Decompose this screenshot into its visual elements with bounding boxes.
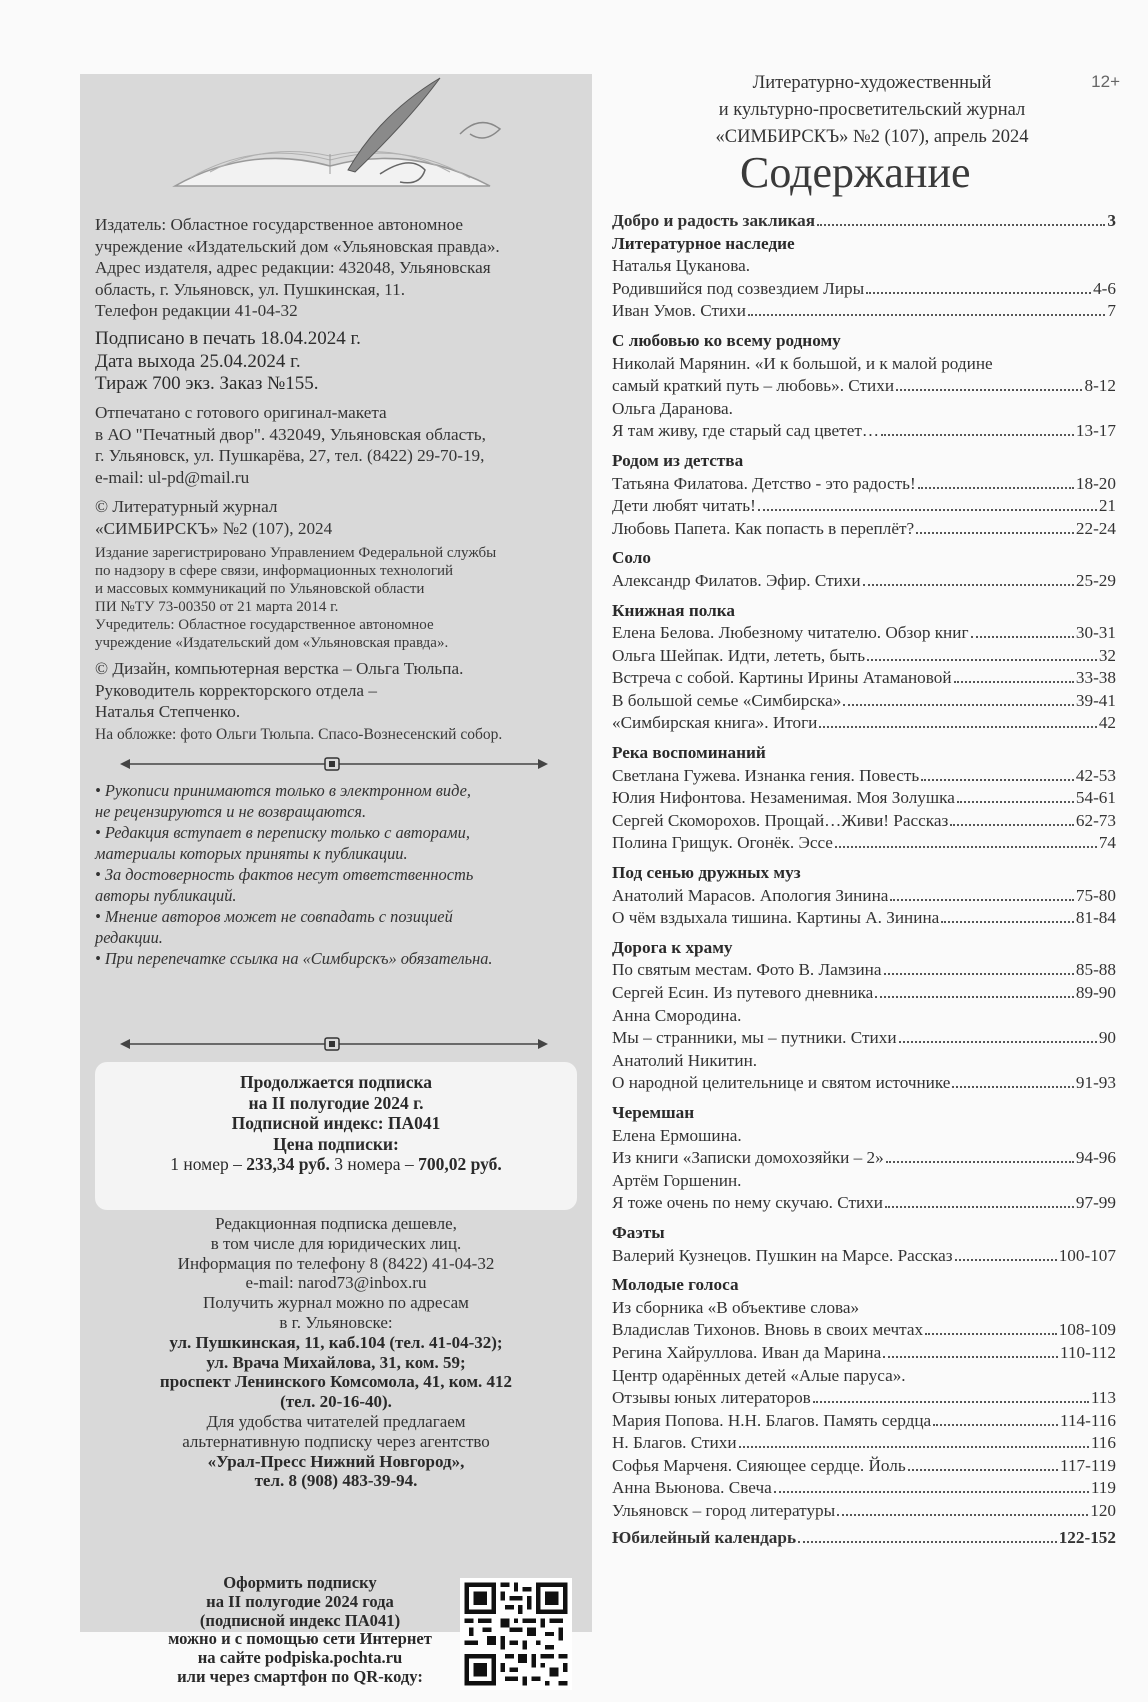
toc-page: 110-112 [1059, 1342, 1116, 1362]
toc-entry-title: Татьяна Филатова. Детство - это радость! [612, 473, 916, 493]
journal-genre: и культурно-просветительский журнал [718, 100, 1026, 120]
printer-line: в АО "Печатный двор". 432049, Ульяновская область, [95, 424, 486, 444]
rule-line: • Мнение авторов может не совпадать с позицией [95, 907, 453, 926]
subscription-box [95, 1062, 577, 1210]
toc-page: 117-119 [1059, 1455, 1116, 1475]
toc-entry [612, 810, 1116, 833]
leader-dots [739, 1446, 1089, 1448]
toc-entry-title: Отзывы юных литераторов [612, 1388, 811, 1408]
publisher-line: область, г. Ульяновск, ул. Пушкинская, 11. [95, 279, 406, 299]
toc-entry [612, 375, 1116, 398]
leader-dots [971, 636, 1074, 638]
online-site: на сайте podpiska.pochta.ru [197, 1648, 403, 1668]
price-one-label: 1 номер – [170, 1154, 247, 1174]
toc-page: 4-6 [1093, 278, 1116, 298]
ornament-divider [118, 1036, 550, 1052]
toc-entry [612, 1147, 1116, 1170]
design-line: © Дизайн, компьютерная верстка – Ольга Тюльпа. [95, 659, 464, 678]
toc-entry-title: Николай Марянин. «И к большой, и к малой родине [612, 353, 993, 373]
contact-phone: Информация по телефону 8 (8422) 41-04-32 [177, 1253, 495, 1273]
imprint-column [80, 74, 592, 1686]
toc-entry-title: Владислав Тихонов. Вновь в своих мечтах [612, 1320, 924, 1340]
toc-page: 85-88 [1075, 960, 1116, 980]
leader-dots [863, 584, 1074, 586]
printer-line: Отпечатано с готового оригинал-макета [95, 403, 387, 422]
toc-entry-title: Н. Благов. Стихи [612, 1433, 737, 1453]
registration-line: учреждение «Издательский дом «Ульяновская правда». [95, 635, 449, 651]
subscription-period: на II полугодие 2024 г. [248, 1092, 424, 1113]
toc-author: Наталья Цуканова. [612, 256, 751, 276]
age-rating-badge: 12+ [1091, 72, 1120, 91]
leader-dots [819, 726, 1096, 728]
leader-dots [881, 434, 1074, 436]
toc-entry [612, 645, 1116, 668]
printer-info [95, 402, 585, 488]
address-line: ул. Врача Михайлова, 31, ком. 59; [206, 1352, 466, 1372]
toc-section-title: Литературное наследие [612, 233, 795, 253]
contact-line: в том числе для юридических лиц. [210, 1233, 462, 1253]
toc-entry-title: Софья Марченя. Сияющее сердце. Йоль [612, 1455, 906, 1475]
toc-entry [612, 570, 1116, 593]
toc-section-title: Под сенью дружных муз [612, 863, 801, 883]
toc-entry [612, 1027, 1116, 1050]
leader-dots [883, 1356, 1058, 1358]
qr-code-icon [460, 1578, 572, 1690]
toc-entry [612, 278, 1116, 301]
toc-section-title: Река воспоминаний [612, 743, 766, 763]
leader-dots [955, 1259, 1057, 1261]
copyright-line: © Литературный журнал [95, 497, 278, 516]
toc-page: 42-53 [1075, 765, 1116, 785]
toc-entry [612, 832, 1116, 855]
leader-dots [886, 1161, 1074, 1163]
publisher-line: Адрес издателя, адрес редакции: 432048, Ульяновская [95, 258, 491, 277]
leader-dots [957, 801, 1074, 803]
subscription-contacts [95, 1214, 577, 1491]
registration-line: и массовых коммуникаций по Ульяновской области [95, 581, 425, 597]
registration-info [95, 544, 585, 652]
toc-page: 18-20 [1075, 473, 1116, 493]
design-credits [95, 658, 585, 723]
toc-entry-title: «Симбирская книга». Итоги [612, 713, 818, 733]
toc-entry [612, 1387, 1116, 1410]
toc-entry-title: Юлия Нифонтова. Незаменимая. Моя Золушка [612, 788, 955, 808]
online-line: можно и с помощью сети Интернет [168, 1629, 432, 1649]
subscription-prices [95, 1154, 577, 1175]
toc-entry-title: По святым местам. Фото В. Ламзина [612, 960, 882, 980]
leader-dots [866, 292, 1091, 294]
toc-page: 22-24 [1075, 518, 1116, 538]
toc-entry [612, 473, 1116, 496]
leader-dots [921, 779, 1074, 781]
leader-dots [890, 899, 1073, 901]
table-of-contents [612, 210, 1116, 1549]
toc-entry-title: Сергей Есин. Из путевого дневника [612, 983, 874, 1002]
toc-entry [612, 1455, 1116, 1478]
agency-phone: тел. 8 (908) 483-39-94. [254, 1471, 418, 1491]
journal-genre: Литературно-художественный [752, 73, 992, 93]
leader-dots [843, 704, 1074, 706]
toc-page: 62-73 [1075, 810, 1116, 830]
toc-page: 90 [1098, 1028, 1116, 1048]
toc-entry [612, 1319, 1116, 1342]
toc-page: 94-96 [1075, 1148, 1116, 1168]
printer-line: г. Ульяновск, ул. Пушкарёва, 27, тел. (8422) 29-70-19, [95, 446, 485, 465]
toc-page: 113 [1090, 1388, 1116, 1408]
toc-page: 25-29 [1075, 570, 1116, 590]
toc-entry-title: Из книги «Записки домохозяйки – 2» [612, 1148, 884, 1168]
toc-entry-title: Я там живу, где старый сад цветет… [612, 421, 880, 441]
toc-entry [612, 1342, 1116, 1365]
leader-dots [908, 1469, 1058, 1471]
printer-email: e-mail: ul-pd@mail.ru [95, 467, 250, 487]
toc-entry [612, 1527, 1116, 1550]
publisher-info [95, 214, 585, 322]
release-date: Дата выхода 25.04.2024 г. [95, 350, 301, 372]
publisher-line: Издатель: Областное государственное автономное [95, 215, 464, 234]
book-quill-illustration [80, 74, 592, 190]
print-date: Подписано в печать 18.04.2024 г. [95, 328, 361, 349]
cover-note [95, 726, 585, 744]
toc-page: 91-93 [1075, 1073, 1116, 1093]
copyright-line: «СИМБИРСКЪ» №2 (107), 2024 [95, 518, 333, 538]
contact-line: в г. Ульяновске: [279, 1312, 393, 1332]
toc-author: Артём Горшенин. [612, 1170, 742, 1190]
toc-page: 30-31 [1075, 623, 1116, 643]
toc-section-title: Родом из детства [612, 450, 744, 470]
leader-dots [916, 532, 1074, 534]
toc-page: 8-12 [1084, 376, 1116, 396]
toc-entry [612, 210, 1116, 233]
contact-line: Редакционная подписка дешевле, [215, 1214, 457, 1233]
submission-rules [95, 780, 585, 969]
toc-entry-title: Анна Вьюнова. Свеча [612, 1478, 772, 1498]
toc-page: 3 [1107, 211, 1116, 230]
toc-entry-title: Елена Белова. Любезному читателю. Обзор книг [612, 623, 969, 643]
page-title: Содержание [740, 148, 971, 197]
toc-entry [612, 885, 1116, 908]
registration-line: ПИ №ТУ 73-00350 от 21 марта 2014 г. [95, 599, 339, 615]
toc-page: 32 [1098, 645, 1116, 665]
rule-line: авторы публикаций. [95, 886, 237, 905]
toc-page: 114-116 [1059, 1410, 1116, 1430]
journal-issue: «СИМБИРСКЪ» №2 (107), апрель 2024 [715, 127, 1029, 147]
contact-email: e-mail: narod73@inbox.ru [245, 1273, 427, 1293]
publisher-line: учреждение «Издательский дом «Ульяновская правда». [95, 236, 500, 256]
toc-page: 7 [1107, 301, 1116, 321]
toc-section-title: Юбилейный календарь [612, 1527, 797, 1547]
toc-author: Ольга Даранова. [612, 398, 733, 418]
toc-page: 116 [1090, 1433, 1116, 1453]
toc-page: 100-107 [1058, 1245, 1116, 1265]
toc-entry [612, 1432, 1116, 1455]
toc-page: 39-41 [1075, 690, 1116, 710]
ornament-divider [118, 756, 550, 772]
toc-entry-title: Валерий Кузнецов. Пушкин на Марсе. Рассказ [612, 1245, 953, 1265]
registration-line: Издание зарегистрировано Управлением Федеральной службы [95, 545, 497, 561]
leader-dots [941, 921, 1074, 923]
leader-dots [925, 1333, 1057, 1335]
toc-section-title: Книжная полка [612, 600, 735, 620]
leader-dots [875, 996, 1074, 998]
online-line: или через смартфон по QR-коду: [177, 1666, 423, 1686]
address-line: ул. Пушкинская, 11, каб.104 (тел. 41-04-32); [169, 1332, 503, 1352]
online-subscription [95, 1574, 505, 1687]
toc-entry [612, 787, 1116, 810]
online-line: Оформить подписку [223, 1573, 377, 1592]
toc-page: 75-80 [1075, 885, 1116, 905]
leader-dots [867, 659, 1097, 661]
toc-page: 120 [1090, 1501, 1116, 1521]
toc-entry [612, 712, 1116, 735]
address-line: (тел. 20-16-40). [280, 1392, 392, 1412]
toc-page: 74 [1098, 833, 1116, 853]
toc-entry-title: Регина Хайруллова. Иван да Марина [612, 1342, 882, 1362]
publisher-line: Телефон редакции 41-04-32 [95, 301, 298, 320]
toc-entry [612, 518, 1116, 541]
toc-entry-title: Центр одарённых детей «Алые паруса». [612, 1365, 906, 1385]
leader-dots [817, 224, 1105, 226]
toc-page: 97-99 [1075, 1193, 1116, 1213]
toc-entry-title: Полина Грищук. Огонёк. Эссе [612, 833, 833, 853]
toc-entry [612, 667, 1116, 690]
price-one-value: 233,34 руб. [246, 1154, 330, 1174]
leader-dots [758, 509, 1097, 511]
toc-entry-title: Анатолий Марасов. Апология Зинина [612, 885, 889, 905]
journal-description [657, 70, 1087, 151]
toc-entry [612, 1500, 1116, 1523]
leader-dots [884, 973, 1074, 975]
toc-entry [612, 765, 1116, 788]
cover-caption: На обложке: фото Ольги Тюльпа. Спасо-Вознесенский собор. [95, 726, 503, 743]
subscription-headline: Продолжается подписка [239, 1072, 433, 1092]
toc-page: 54-61 [1075, 788, 1116, 808]
rule-line: • За достоверность фактов несут ответственность [95, 865, 474, 884]
toc-entry-title: Мы – странники, мы – путники. Стихи [612, 1028, 897, 1048]
toc-entry-title: Ульяновск – город литературы [612, 1501, 836, 1521]
online-line: на II полугодие 2024 года [206, 1591, 394, 1611]
rule-line: • Рукописи принимаются только в электронном виде, [95, 781, 471, 800]
toc-section-title: Молодые голоса [612, 1275, 739, 1295]
toc-entry [612, 907, 1116, 930]
toc-entry-title: Александр Филатов. Эфир. Стихи [612, 570, 861, 590]
toc-entry [612, 495, 1116, 518]
toc-author: Елена Ермошина. [612, 1125, 742, 1145]
subscription-index: Подписной индекс: ПА041 [231, 1113, 441, 1133]
design-line: Наталья Степченко. [95, 702, 241, 721]
toc-entry [612, 622, 1116, 645]
leader-dots [774, 1491, 1089, 1493]
toc-entry [612, 1245, 1116, 1268]
toc-entry-title: Дети любят читать! [612, 496, 756, 516]
toc-page: 122-152 [1058, 1527, 1116, 1547]
agency-intro: Для удобства читателей предлагаем [206, 1411, 466, 1431]
leader-dots [837, 1514, 1088, 1516]
toc-entry [612, 982, 1116, 1005]
toc-entry-title: В большой семье «Симбирска» [612, 690, 842, 710]
circulation: Тираж 700 экз. Заказ №155. [95, 373, 319, 394]
toc-entry-title: Иван Умов. Стихи [612, 301, 746, 321]
leader-dots [933, 1424, 1058, 1426]
toc-section-title: Черемшан [612, 1102, 695, 1122]
address-line: проспект Ленинского Комсомола, 41, ком. 412 [159, 1372, 513, 1392]
toc-section-title: Дорога к храму [612, 937, 733, 957]
leader-dots [918, 487, 1074, 489]
toc-page: 89-90 [1075, 983, 1116, 1002]
toc-section-title: Добро и радость закликая [612, 211, 816, 230]
rule-line: материалы которых приняты к публикации. [95, 844, 408, 863]
leader-dots [835, 846, 1097, 848]
toc-entry-title: Ольга Шейпак. Идти, лететь, быть [612, 645, 866, 665]
toc-entry-title: Я тоже очень по нему скучаю. Стихи [612, 1193, 883, 1213]
leader-dots [798, 1541, 1057, 1543]
toc-section-title: Соло [612, 548, 652, 568]
toc-entry [612, 1192, 1116, 1215]
registration-line: по надзору в сфере связи, информационных технологий [95, 563, 454, 579]
leader-dots [748, 314, 1105, 316]
toc-entry [612, 1410, 1116, 1433]
toc-entry-title: Родившийся под созвездием Лиры [612, 278, 865, 298]
toc-entry-title: Сергей Скоморохов. Прощай…Живи! Рассказ [612, 810, 949, 830]
leader-dots [899, 1041, 1097, 1043]
contact-line: Получить журнал можно по адресам [203, 1293, 469, 1313]
leader-dots [954, 681, 1074, 683]
toc-page: 119 [1090, 1478, 1116, 1498]
online-line: (подписной индекс ПА041) [199, 1610, 401, 1630]
toc-entry [612, 959, 1116, 982]
toc-page: 42 [1098, 713, 1116, 733]
toc-entry [612, 690, 1116, 713]
price-three-label: 3 номера – [329, 1154, 419, 1174]
toc-entry [612, 420, 1116, 443]
toc-entry-title: О чём вздыхала тишина. Картины А. Зинина [612, 908, 940, 928]
leader-dots [950, 824, 1074, 826]
leader-dots [885, 1206, 1074, 1208]
toc-entry [612, 1477, 1116, 1500]
toc-page: 81-84 [1075, 908, 1116, 928]
toc-page: 13-17 [1075, 421, 1116, 441]
agency-name: «Урал-Пресс Нижний Новгород», [207, 1451, 465, 1471]
registration-line: Учредитель: Областное государственное автономное [95, 617, 434, 633]
toc-entry-title: Мария Попова. Н.Н. Благов. Память сердца [612, 1410, 932, 1430]
rule-line: • При перепечатке ссылка на «Симбирскъ» обязательна. [95, 949, 493, 968]
design-line: Руководитель корректорского отдела – [95, 680, 377, 700]
toc-entry-title: О народной целительнице и святом источнике [612, 1073, 951, 1093]
leader-dots [952, 1086, 1073, 1088]
toc-entry [612, 300, 1116, 323]
subscription-price-label: Цена подписки: [273, 1133, 399, 1154]
leader-dots [813, 1401, 1089, 1403]
toc-section-title: Фаэты [612, 1222, 665, 1242]
toc-page: 21 [1098, 496, 1116, 516]
toc-page: 108-109 [1058, 1320, 1116, 1340]
toc-entry [612, 1072, 1116, 1095]
journal-header [612, 68, 1132, 228]
copyright [95, 496, 585, 539]
toc-entry-title: самый краткий путь – любовь». Стихи [612, 376, 895, 396]
toc-entry-title: Любовь Папета. Как попасть в переплёт? [612, 518, 915, 538]
toc-page: 33-38 [1075, 668, 1116, 688]
toc-entry-title: Встреча с собой. Картины Ирины Атамановой [612, 668, 952, 688]
rule-line: • Редакция вступает в переписку только с авторами, [95, 823, 470, 842]
toc-entry-title: Светлана Гужева. Изнанка гения. Повесть [612, 765, 920, 785]
print-info [95, 328, 585, 396]
toc-author: Анатолий Никитин. [612, 1050, 758, 1070]
toc-section-title: С любовью ко всему родному [612, 330, 841, 350]
agency-intro: альтернативную подписку через агентство [182, 1431, 490, 1451]
toc-author: Анна Смородина. [612, 1005, 742, 1025]
toc-entry-title: Из сборника «В объективе слова» [612, 1297, 860, 1317]
rule-line: не рецензируются и не возвращаются. [95, 802, 367, 821]
price-three-value: 700,02 руб. [418, 1154, 502, 1174]
rule-line: редакции. [95, 928, 163, 947]
leader-dots [896, 389, 1082, 391]
